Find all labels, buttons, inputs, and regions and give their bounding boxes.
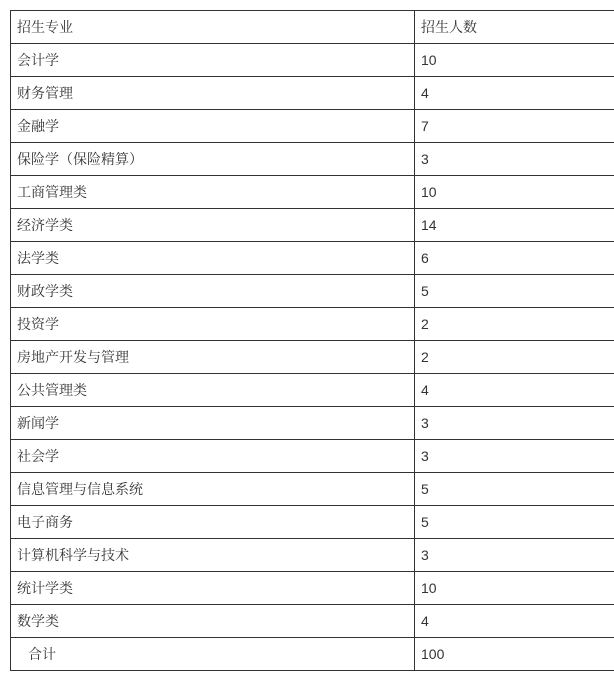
table-row	[11, 473, 614, 506]
cell-major: 会计学	[11, 44, 415, 77]
table-row	[11, 506, 614, 539]
table-header-row	[11, 11, 614, 44]
cell-major: 金融学	[11, 110, 415, 143]
cell-count: 2	[415, 341, 614, 374]
cell-major: 房地产开发与管理	[11, 341, 415, 374]
table-row	[11, 242, 614, 275]
admissions-table	[10, 10, 614, 671]
cell-major: 保险学（保险精算）	[11, 143, 415, 176]
cell-major: 电子商务	[11, 506, 415, 539]
cell-count: 2	[415, 308, 614, 341]
table-row	[11, 110, 614, 143]
cell-major: 投资学	[11, 308, 415, 341]
cell-major: 数学类	[11, 605, 415, 638]
cell-count: 5	[415, 275, 614, 308]
table-row	[11, 539, 614, 572]
table-row	[11, 440, 614, 473]
table-row	[11, 77, 614, 110]
cell-count: 3	[415, 407, 614, 440]
table-row	[11, 407, 614, 440]
table-row	[11, 209, 614, 242]
cell-major: 新闻学	[11, 407, 415, 440]
cell-count: 5	[415, 506, 614, 539]
admissions-table-body	[11, 11, 614, 671]
header-cell-count: 招生人数	[415, 11, 614, 44]
cell-major: 工商管理类	[11, 176, 415, 209]
cell-major: 社会学	[11, 440, 415, 473]
cell-count: 10	[415, 176, 614, 209]
table-row	[11, 572, 614, 605]
cell-major: 法学类	[11, 242, 415, 275]
table-row	[11, 44, 614, 77]
table-total-row	[11, 638, 614, 671]
cell-major: 经济学类	[11, 209, 415, 242]
table-row	[11, 308, 614, 341]
cell-count: 6	[415, 242, 614, 275]
table-row	[11, 176, 614, 209]
cell-count: 5	[415, 473, 614, 506]
cell-count: 100	[415, 638, 614, 671]
cell-count: 10	[415, 572, 614, 605]
cell-count: 3	[415, 143, 614, 176]
table-row	[11, 275, 614, 308]
header-cell-major: 招生专业	[11, 11, 415, 44]
table-row	[11, 374, 614, 407]
table-row	[11, 605, 614, 638]
cell-major: 财务管理	[11, 77, 415, 110]
cell-count: 14	[415, 209, 614, 242]
cell-count: 10	[415, 44, 614, 77]
cell-count: 3	[415, 539, 614, 572]
cell-count: 4	[415, 374, 614, 407]
table-row	[11, 341, 614, 374]
cell-major: 计算机科学与技术	[11, 539, 415, 572]
cell-count: 3	[415, 440, 614, 473]
cell-major: 财政学类	[11, 275, 415, 308]
table-row	[11, 143, 614, 176]
cell-major: 统计学类	[11, 572, 415, 605]
cell-major: 合计	[11, 638, 415, 671]
cell-count: 4	[415, 605, 614, 638]
cell-count: 7	[415, 110, 614, 143]
cell-count: 4	[415, 77, 614, 110]
cell-major: 信息管理与信息系统	[11, 473, 415, 506]
cell-major: 公共管理类	[11, 374, 415, 407]
